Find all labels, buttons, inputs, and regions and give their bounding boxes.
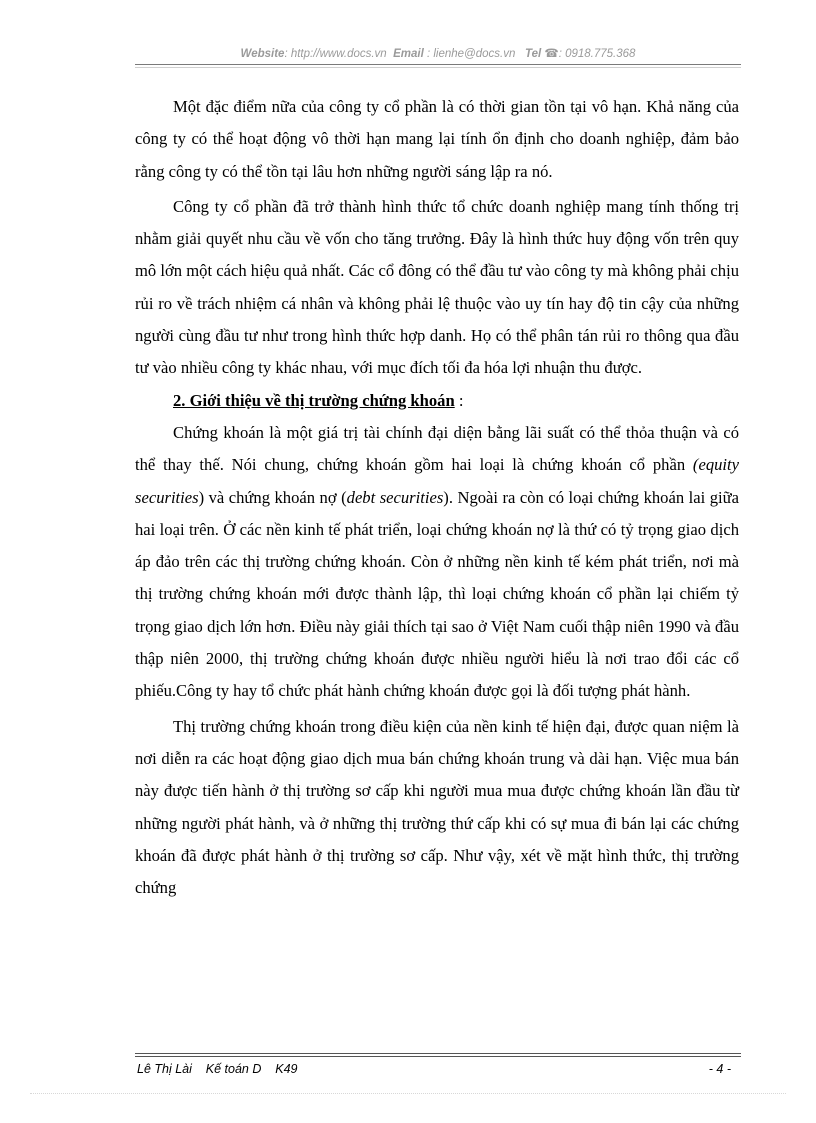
paragraph-1: Một đặc điểm nữa của công ty cổ phần là có thời gian tồn tại vô hạn. Khả năng của công ty có thể hoạt động vô thời hạn mang lại tính ổn định cho doanh nghiệp, đảm bảo rằng công ty có thể tồn tại lâu hơn những người sáng lập ra nó.	[135, 97, 739, 181]
paragraph-3-part-1: Chứng khoán là một giá trị tài chính đại diện bằng lãi suất có thể thỏa thuận và có thể thay thế. Nói chung, chứng khoán gồm hai loại là chứng khoán cổ phần	[135, 422, 739, 475]
phone-icon: ☎	[544, 48, 559, 60]
paragraph-2: Công ty cổ phần đã trở thành hình thức tổ chức doanh nghiệp mang tính thống trị nhằm giải quyết nhu cầu về vốn cho tăng trưởng. Đây là hình thức huy động vốn trên quy mô lớn một cách hiệu quả nhất. Các cổ đông có thể đầu tư vào công ty mà không phải chịu rủi ro về trách nhiệm cá nhân và không phải lệ thuộc vào uy tín hay độ tin cậy của những người cùng đầu tư như trong hình thức hợp danh. Họ có thể phân tán rủi ro thông qua đầu tư vào nhiều công ty khác nhau, với mục đích tối đa hóa lợi nhuận thu được.	[135, 196, 739, 378]
website-url: : http://www.docs.vn	[284, 48, 387, 60]
page-bottom-dotted-line	[30, 1093, 786, 1094]
header-rule-light	[135, 67, 741, 68]
section-heading-colon: :	[454, 390, 464, 410]
footer-rule-top	[135, 1053, 741, 1054]
paragraph-3	[135, 417, 739, 708]
email-label: Email	[393, 48, 424, 60]
email-address: : lienhe@docs.vn	[423, 48, 516, 60]
tel-label: Tel	[524, 48, 542, 60]
section-heading	[135, 385, 739, 417]
paragraph-3-italic-2: debt securities	[346, 487, 444, 507]
footer-rule-bottom	[135, 1056, 741, 1057]
paragraph-3-part-2: ) và chứng khoán nợ (	[198, 487, 347, 507]
tel-number: : 0918.775.368	[558, 48, 636, 60]
website-label: Website	[240, 48, 285, 60]
paragraph-3-italic-1: (equity securities	[135, 455, 739, 507]
page-header	[135, 46, 741, 60]
footer-author: Lê Thị Lài Kế toán D K49	[137, 1062, 298, 1076]
section-heading-text: 2. Giới thiệu về thị trường chứng khoán	[173, 390, 455, 410]
page-number: - 4 -	[708, 1062, 731, 1076]
paragraph-3-part-3: ). Ngoài ra còn có loại chứng khoán lai giữa hai loại trên. Ở các nền kinh tế phát triển, loại chứng khoán nợ là thứ có tỷ trọng giao dịch áp đảo trên các thị trường chứng khoán. Còn ở những nền kinh tế kém phát triển, nơi mà thị trường chứng khoán mới được thành lập, thì loại chứng khoán cổ phần lại chiếm tỷ trọng giao dịch lớn hơn. Điều này giải thích tại sao ở Việt Nam cuối thập niên 1990 và đầu thập niên 2000, thị trường chứng khoán được nhiều người hiểu là nơi trao đổi các cổ phiếu.Công ty hay tổ chức phát hành chứng khoán được gọi là đối tượng phát hành.	[135, 487, 739, 701]
page-body	[135, 91, 739, 904]
paragraph-4: Thị trường chứng khoán trong điều kiện của nền kinh tế hiện đại, được quan niệm là nơi diễn ra các hoạt động giao dịch mua bán chứng khoán trung và dài hạn. Việc mua bán này được tiến hành ở thị trường sơ cấp khi người mua mua được chứng khoán lần đầu từ những người phát hành, và ở những thị trường thứ cấp khi có sự mua đi bán lại các chứng khoán đã được phát hành ở thị trường sơ cấp. Như vậy, xét về mặt hình thức, thị trường chứng	[135, 716, 739, 898]
header-rule	[135, 64, 741, 65]
